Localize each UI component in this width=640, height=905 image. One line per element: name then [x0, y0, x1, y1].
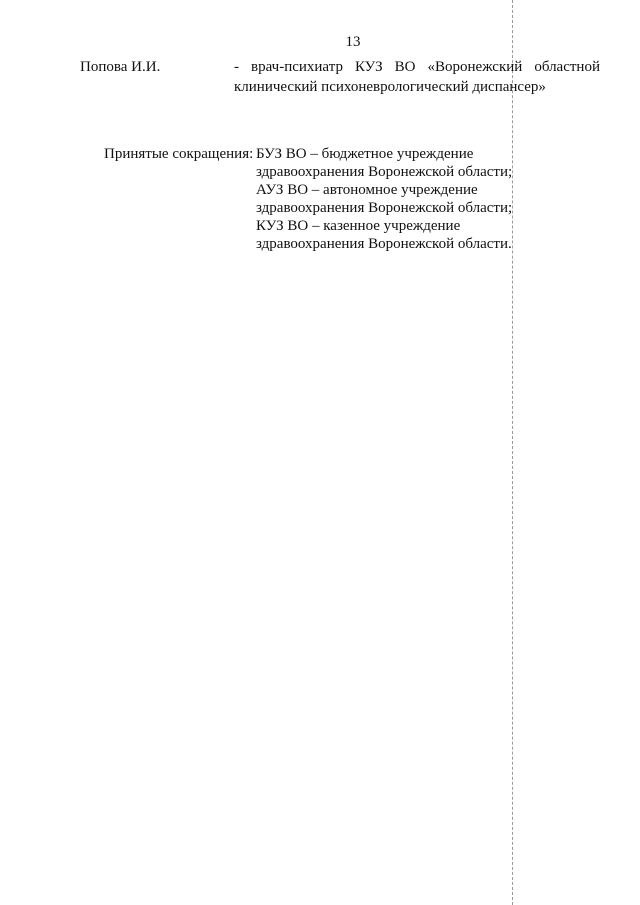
- member-role-line-1: [234, 57, 600, 77]
- abbreviation-line: АУЗ ВО – автономное учреждение: [256, 182, 478, 198]
- scan-margin-dashed-line: [512, 0, 513, 905]
- role-word: КУЗ: [354, 59, 383, 75]
- abbreviations-title: Принятые сокращения:: [104, 146, 254, 162]
- role-word: областной: [534, 59, 600, 75]
- role-word: «Воронежский: [427, 59, 523, 75]
- role-word: ВО: [394, 59, 416, 75]
- member-role: [234, 57, 600, 97]
- abbreviations-list: [256, 145, 526, 253]
- member-role-line-2: клинический психоневрологический диспансер»: [234, 79, 546, 95]
- role-word: -: [234, 59, 239, 75]
- abbreviation-line: здравоохранения Воронежской области;: [256, 164, 513, 180]
- page-number: 13: [345, 34, 361, 50]
- abbreviation-line: здравоохранения Воронежской области;: [256, 200, 513, 216]
- member-name: Попова И.И.: [80, 59, 161, 75]
- role-word: врач-психиатр: [251, 59, 343, 75]
- abbreviation-line: БУЗ ВО – бюджетное учреждение: [256, 146, 474, 162]
- abbreviation-line: здравоохранения Воронежской области.: [256, 236, 512, 252]
- abbreviation-line: КУЗ ВО – казенное учреждение: [256, 218, 461, 234]
